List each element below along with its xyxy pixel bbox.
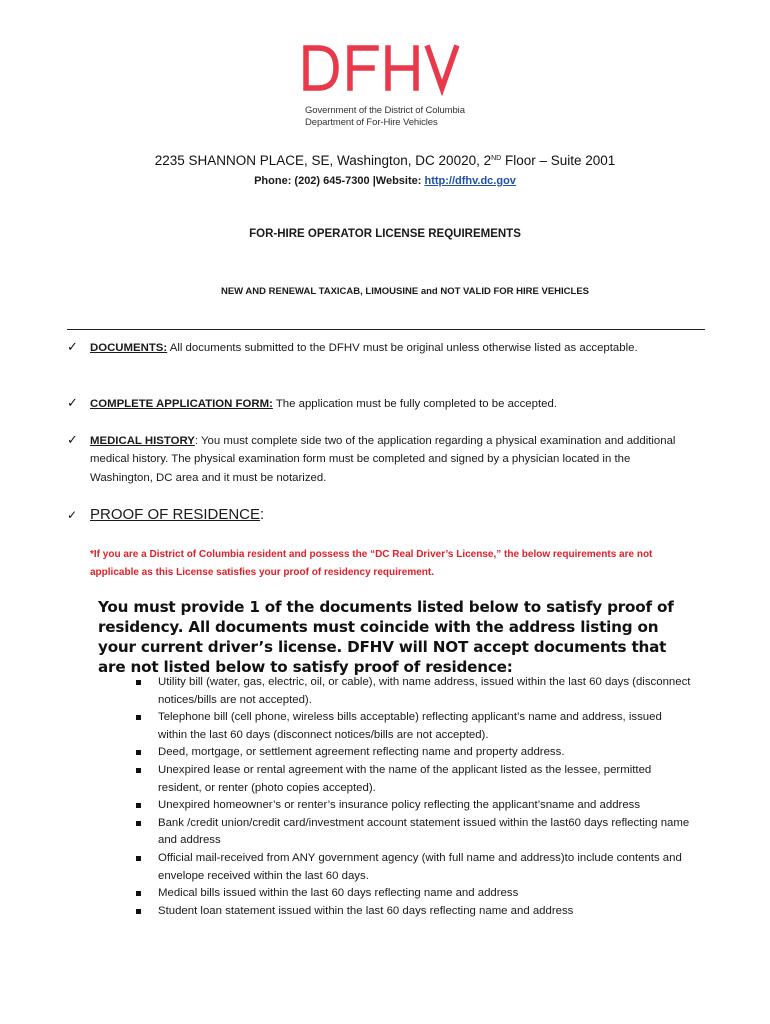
- medical-requirement: [90, 432, 680, 487]
- list-item: [134, 709, 694, 744]
- list-item-text: Unexpired lease or rental agreement with the name of the applicant listed as the lessee, permitted resident, or renter (photo copies accepted).: [158, 763, 652, 794]
- application-requirement: [90, 395, 680, 413]
- office-address: [0, 153, 770, 168]
- medical-text: : You must complete side two of the application regarding a physical examination and additional medical history. The physical examination form must be completed and signed by a physician located in the Washington, DC area and it must be notarized.: [90, 435, 676, 484]
- logo-department-line: Department of For-Hire Vehicles: [305, 117, 438, 128]
- list-item: [134, 903, 694, 921]
- check-icon: ✓: [67, 339, 78, 354]
- list-item: [134, 815, 694, 850]
- address-suite: Floor – Suite 2001: [501, 153, 616, 168]
- accepted-documents-list: [134, 674, 694, 920]
- bullet-icon: [136, 909, 141, 914]
- list-item: [134, 850, 694, 885]
- list-item-text: Unexpired homeowner’s or renter’s insurance policy reflecting the applicant’sname and address: [158, 799, 641, 812]
- bullet-icon: [136, 821, 141, 826]
- page-subtitle: NEW AND RENEWAL TAXICAB, LIMOUSINE and NOT VALID FOR HIRE VEHICLES: [220, 286, 590, 297]
- address-text: 2235 SHANNON PLACE, SE, Washington, DC 20020, 2: [154, 153, 492, 168]
- residence-label: PROOF OF RESIDENCE: [90, 506, 261, 523]
- medical-label: MEDICAL HISTORY: [90, 435, 195, 447]
- proof-of-residence-heading: [90, 506, 264, 523]
- residency-instruction: You must provide 1 of the documents listed below to satisfy proof of residency. All documents must coincide with the address listing on your current driver’s license. DFHV will NOT accept documents that are not listed below to satisfy proof of residence:: [98, 598, 674, 676]
- bullet-icon: [136, 768, 141, 773]
- website-link[interactable]: http://dfhv.dc.gov: [424, 175, 516, 187]
- list-item-text: Student loan statement issued within the last 60 days reflecting name and address: [158, 904, 574, 917]
- bullet-icon: [136, 750, 141, 755]
- page-title: FOR-HIRE OPERATOR LICENSE REQUIREMENTS: [249, 228, 521, 240]
- dc-license-notice: *If you are a District of Columbia resident and possess the “DC Real Driver’s License,” the below requirements are not applicable as this License satisfies your proof of residency requirement.: [90, 549, 653, 578]
- list-item-text: Deed, mortgage, or settlement agreement reflecting name and property address.: [158, 746, 565, 759]
- bullet-icon: [136, 803, 141, 808]
- check-icon: ✓: [67, 508, 78, 522]
- documents-text: All documents submitted to the DFHV must be original unless otherwise listed as acceptable.: [167, 342, 638, 354]
- contact-line: [0, 175, 770, 187]
- dfhv-logo: [300, 42, 480, 142]
- floor-superscript: ND: [491, 155, 502, 162]
- check-icon: ✓: [67, 395, 78, 410]
- logo-government-line: Government of the District of Columbia: [305, 105, 465, 116]
- list-item: [134, 674, 694, 709]
- bullet-icon: [136, 856, 141, 861]
- documents-label: DOCUMENTS:: [90, 342, 168, 354]
- divider: [67, 329, 705, 330]
- residence-colon: :: [260, 506, 265, 523]
- check-icon: ✓: [67, 432, 78, 447]
- application-text: The application must be fully completed to be accepted.: [272, 398, 557, 410]
- bullet-icon: [136, 680, 141, 685]
- list-item-text: Bank /credit union/credit card/investment account statement issued within the last60 days reflecting name and address: [158, 816, 690, 847]
- dfhv-logo-mark: [300, 42, 480, 102]
- phone-text: Phone: (202) 645-7300 |Website:: [254, 175, 425, 187]
- list-item-text: Medical bills issued within the last 60 days reflecting name and address: [158, 887, 519, 900]
- list-item-text: Utility bill (water, gas, electric, oil, or cable), with name address, issued within the last 60 days (disconnect notices/bills are not accepted).: [158, 676, 691, 706]
- list-item: [134, 797, 694, 815]
- list-item-text: Official mail-received from ANY government agency (with full name and address)to include contents and envelope received within the last 60 days.: [158, 851, 682, 882]
- bullet-icon: [136, 891, 141, 896]
- documents-requirement: [90, 339, 680, 357]
- list-item: [134, 744, 694, 762]
- list-item-text: Telephone bill (cell phone, wireless bills acceptable) reflecting applicant’s name and address, issued within the last 60 days (disconnect notices/bills are not accepted).: [158, 711, 662, 741]
- list-item: [134, 885, 694, 903]
- bullet-icon: [136, 715, 141, 720]
- application-label: COMPLETE APPLICATION FORM:: [90, 398, 273, 410]
- list-item: [134, 762, 694, 797]
